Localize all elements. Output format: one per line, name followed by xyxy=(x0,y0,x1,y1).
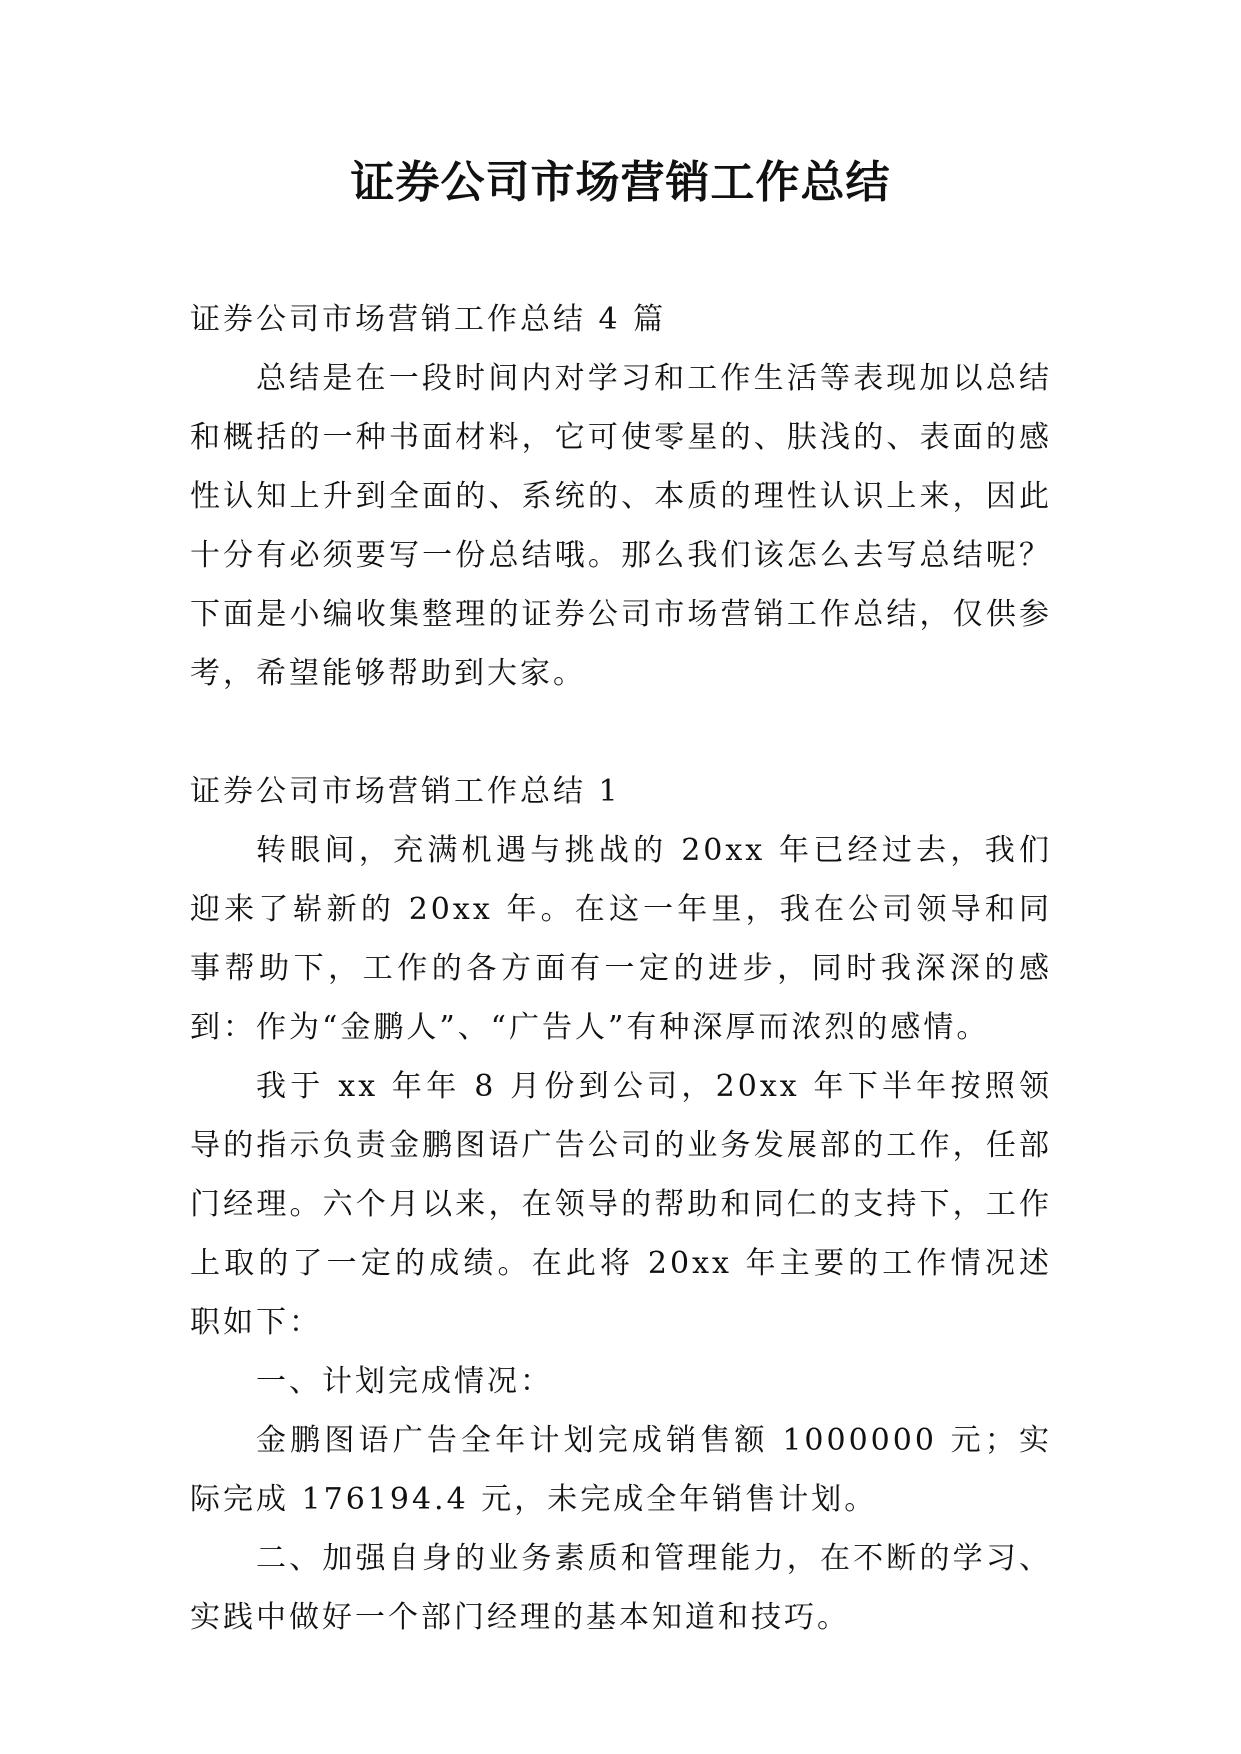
collection-heading: 证券公司市场营销工作总结 4 篇 xyxy=(190,302,667,337)
list-heading: 二、加强自身的业务素质和管理能力，在不断的学习、实践中做好一个部门经理的基本知道和技巧。 xyxy=(190,1541,1052,1635)
section-heading: 证券公司市场营销工作总结 1 xyxy=(190,774,621,809)
intro-paragraph: 总结是在一段时间内对学习和工作生活等表现加以总结和概括的一种书面材料，它可使零星的、肤浅的、表面的感性认知上升到全面的、系统的、本质的理性认识上来，因此十分有必须要写一份总结哦。那么我们该怎么去写总结呢？下面是小编收集整理的证券公司市场营销工作总结，仅供参考，希望能够帮助到大家。 xyxy=(190,361,1052,691)
body-paragraph: 我于 xx 年年 8 月份到公司，20xx 年下半年按照领导的指示负责金鹏图语广告公司的业务发展部的工作，任部门经理。六个月以来，在领导的帮助和同仁的支持下，工作上取的了一定的成绩。在此将 20xx 年主要的工作情况述职如下： xyxy=(190,1069,1052,1340)
document-body xyxy=(190,290,1052,1647)
document-title: 证券公司市场营销工作总结 xyxy=(350,157,891,208)
body-paragraph: 金鹏图语广告全年计划完成销售额 1000000 元；实际完成 176194.4 元，未完成全年销售计划。 xyxy=(190,1423,1052,1517)
list-heading: 一、计划完成情况： xyxy=(256,1364,553,1399)
body-paragraph: 转眼间，充满机遇与挑战的 20xx 年已经过去，我们迎来了崭新的 20xx 年。在这一年里，我在公司领导和同事帮助下，工作的各方面有一定的进步，同时我深深的感到：作为“金鹏人”、“广告人”有种深厚而浓烈的感情。 xyxy=(190,833,1052,1045)
